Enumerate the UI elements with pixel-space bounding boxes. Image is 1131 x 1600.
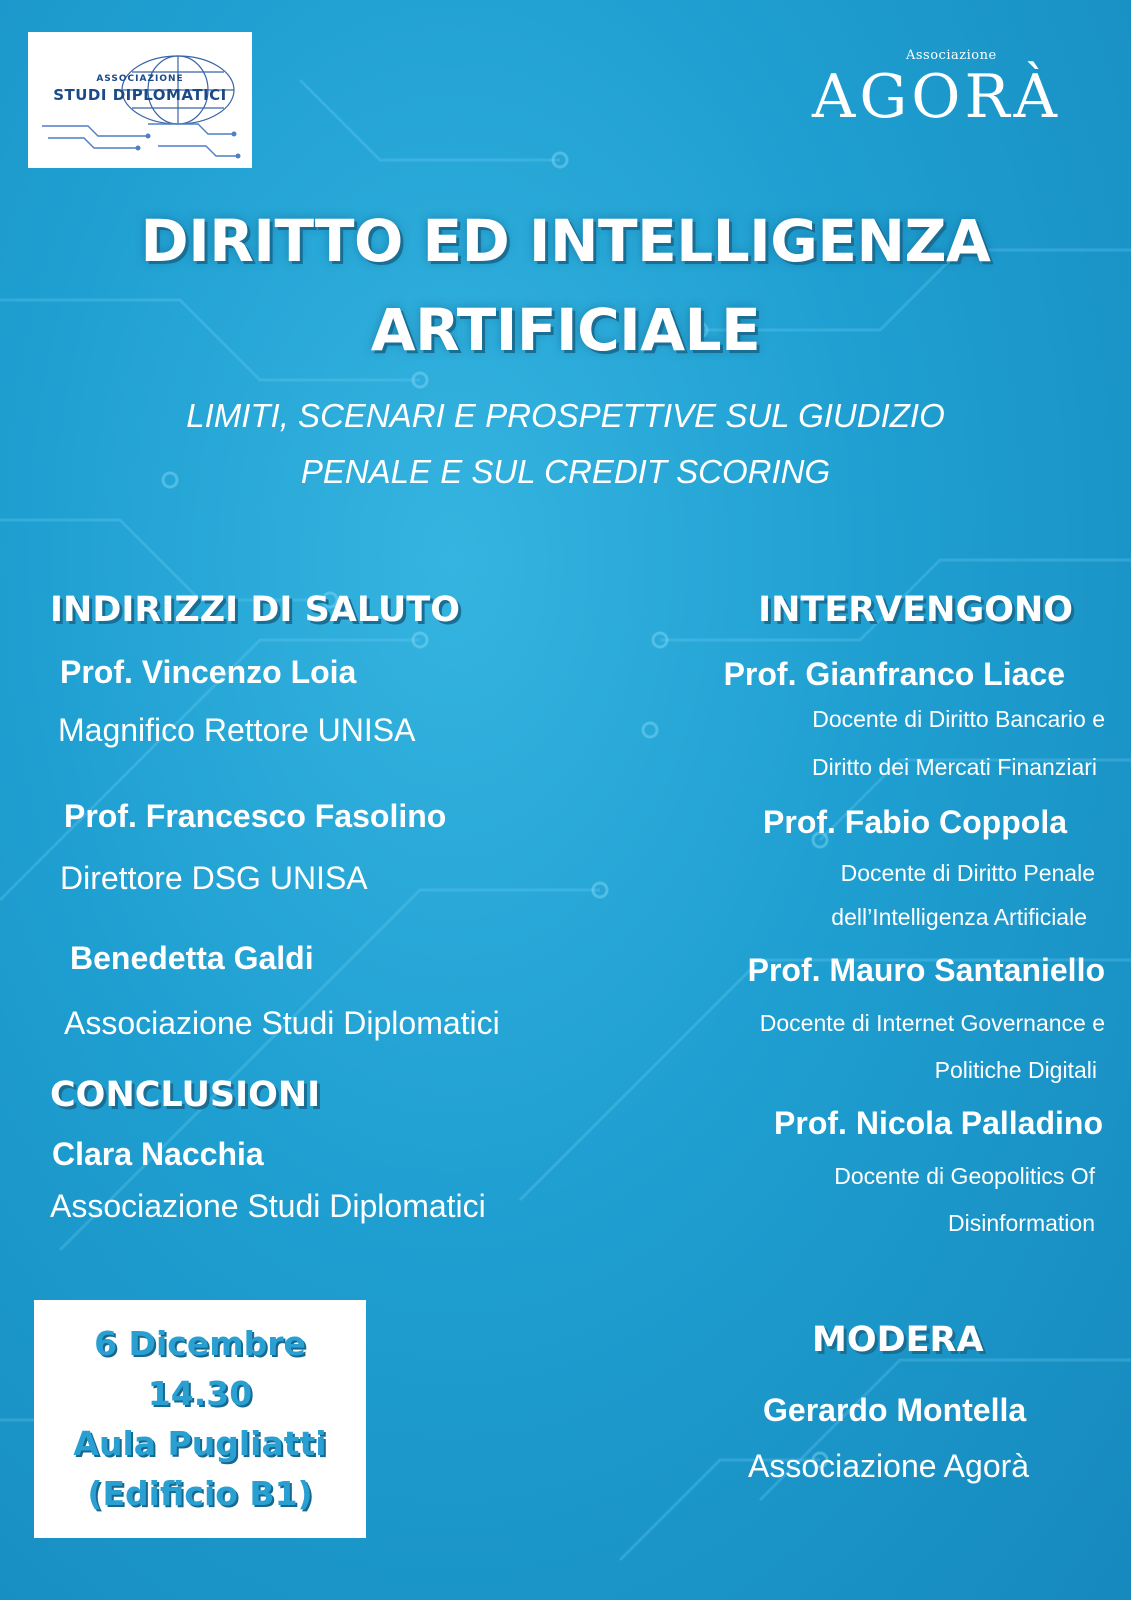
speaker-role-1b: Diritto dei Mercati Finanziari bbox=[811, 754, 1097, 780]
speaker-name-4: Prof. Nicola Palladino bbox=[774, 1105, 1103, 1141]
event-time: 14.30 bbox=[147, 1374, 253, 1413]
conclusioni-heading: CONCLUSIONI bbox=[50, 1075, 321, 1115]
speaker-role-2b: dell’Intelligenza Artificiale bbox=[831, 904, 1087, 930]
speaker-role-4a: Docente di Geopolitics Of bbox=[834, 1163, 1095, 1189]
event-place: Aula Pugliatti bbox=[73, 1424, 327, 1463]
event-date: 6 Dicembre bbox=[94, 1324, 306, 1363]
title-line2: ARTIFICIALE bbox=[370, 296, 761, 364]
conclusioni-name: Clara Nacchia bbox=[52, 1136, 264, 1172]
saluti-role-1: Magnifico Rettore UNISA bbox=[58, 712, 416, 748]
modera-heading: MODERA bbox=[812, 1320, 984, 1360]
logo-left-line2: STUDI DIPLOMATICI bbox=[53, 86, 227, 104]
speaker-role-3a: Docente di Internet Governance e bbox=[759, 1010, 1105, 1036]
modera-name: Gerardo Montella bbox=[763, 1392, 1027, 1428]
title-line1: DIRITTO ED INTELLIGENZA bbox=[140, 207, 991, 275]
speaker-name-1: Prof. Gianfranco Liace bbox=[723, 656, 1065, 692]
speaker-role-2a: Docente di Diritto Penale bbox=[840, 860, 1095, 886]
saluti-name-1: Prof. Vincenzo Loia bbox=[60, 654, 357, 690]
agora-logo: AGORÀ bbox=[812, 62, 1061, 132]
studi-diplomatici-logo bbox=[28, 32, 252, 168]
modera-role: Associazione Agorà bbox=[748, 1448, 1030, 1484]
saluti-name-3: Benedetta Galdi bbox=[70, 940, 314, 976]
saluti-name-2: Prof. Francesco Fasolino bbox=[64, 798, 447, 834]
speaker-role-4b: Disinformation bbox=[948, 1210, 1095, 1236]
speaker-role-1a: Docente di Diritto Bancario e bbox=[812, 706, 1105, 732]
speaker-name-2: Prof. Fabio Coppola bbox=[763, 804, 1067, 840]
event-info-box bbox=[34, 1300, 366, 1538]
speaker-role-3b: Politiche Digitali bbox=[934, 1057, 1097, 1083]
saluti-role-2: Direttore DSG UNISA bbox=[60, 860, 368, 896]
agora-logo-small: Associazione bbox=[906, 48, 997, 63]
saluti-role-3: Associazione Studi Diplomatici bbox=[64, 1005, 500, 1041]
saluti-heading: INDIRIZZI DI SALUTO bbox=[50, 590, 460, 630]
conclusioni-role: Associazione Studi Diplomatici bbox=[50, 1188, 486, 1224]
speaker-name-3: Prof. Mauro Santaniello bbox=[747, 952, 1105, 988]
event-building: (Edificio B1) bbox=[87, 1474, 313, 1513]
intervengono-heading: INTERVENGONO bbox=[758, 590, 1073, 630]
subtitle-line2: PENALE E SUL CREDIT SCORING bbox=[300, 453, 831, 490]
logo-left-line1: ASSOCIAZIONE bbox=[96, 74, 184, 84]
subtitle-line1: LIMITI, SCENARI E PROSPETTIVE SUL GIUDIZIO bbox=[186, 397, 945, 434]
